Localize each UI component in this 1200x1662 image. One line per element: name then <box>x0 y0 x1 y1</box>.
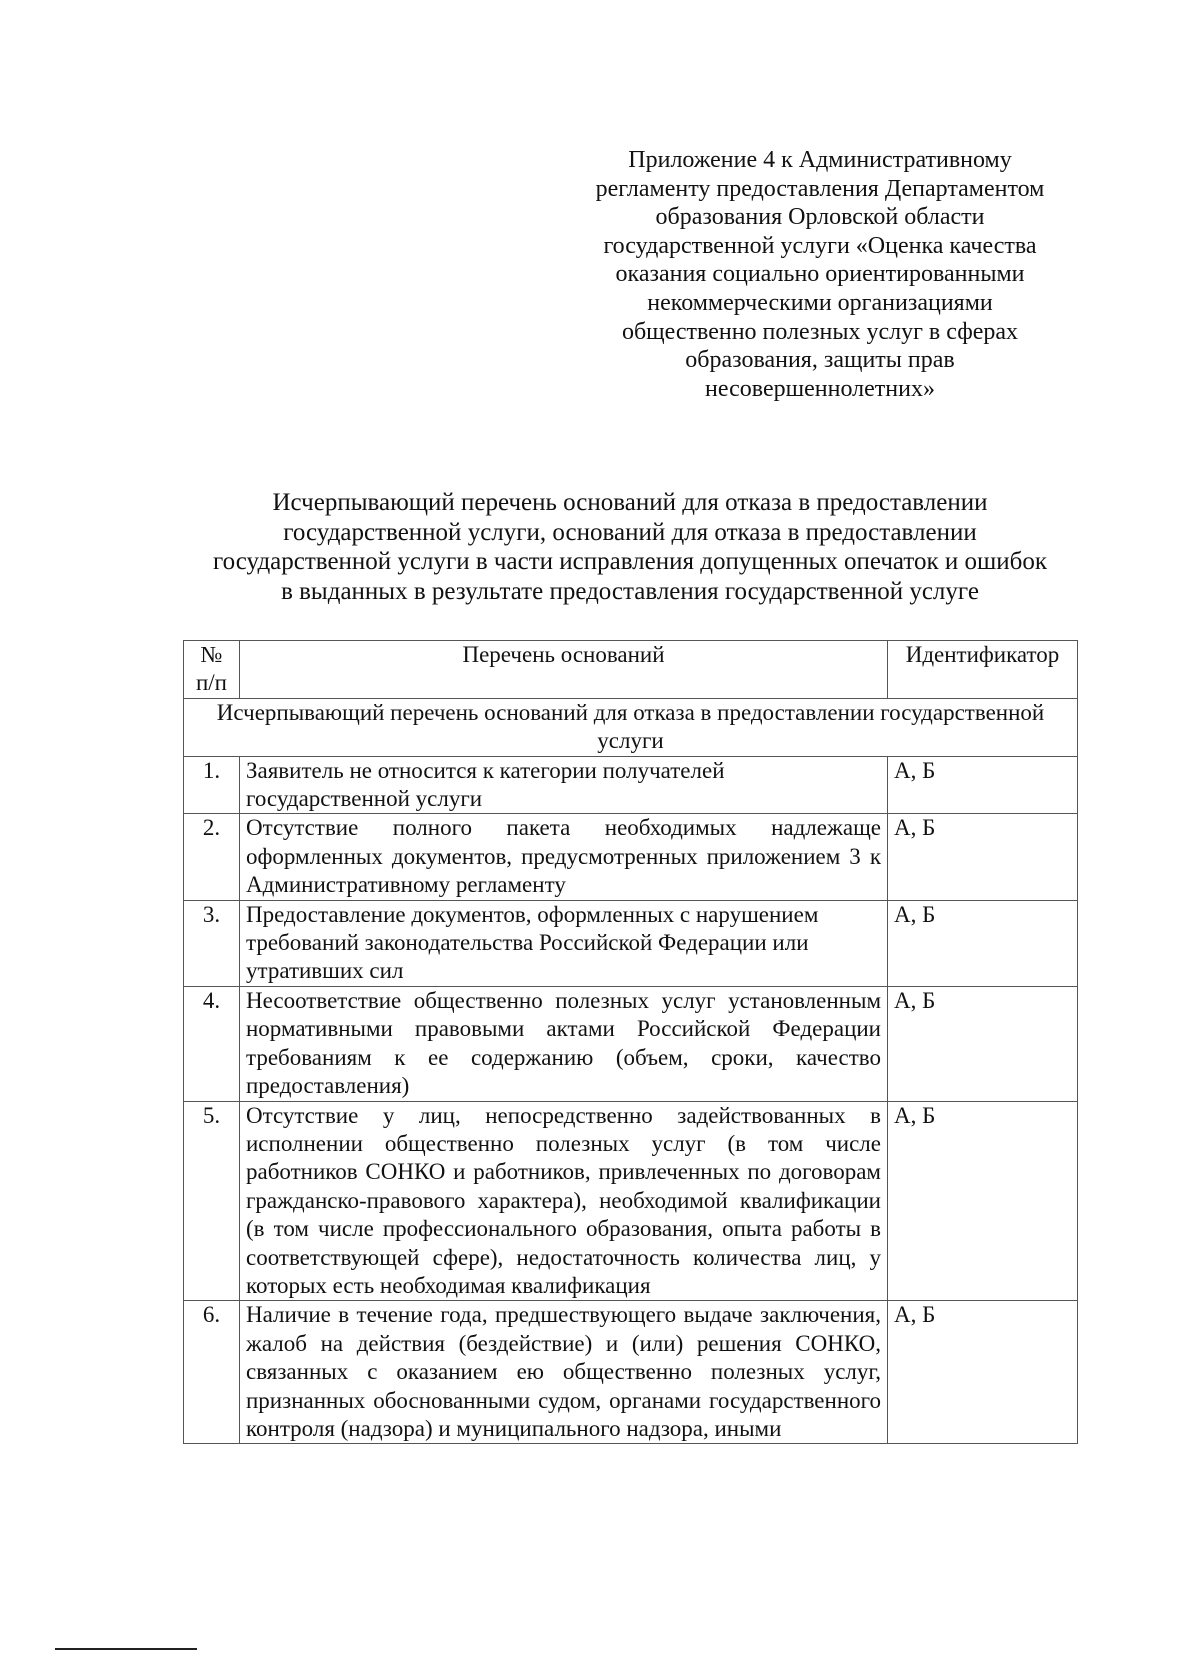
appendix-line: регламенту предоставления Департаментом <box>595 175 1045 202</box>
title-line: в выданных в результате предоставления государственной услуге <box>281 577 979 605</box>
row-identifier: А, Б <box>888 900 1078 986</box>
row-identifier: А, Б <box>888 756 1078 814</box>
row-text: Несоответствие общественно полезных услуг установленным нормативными правовыми актами Российской Федерации требованиям к ее содержанию (объем, сроки, качество предоставления) <box>240 986 888 1101</box>
title-line: Исчерпывающий перечень оснований для отказа в предоставлении <box>272 489 988 516</box>
row-number: 6. <box>184 1301 240 1444</box>
grounds-table <box>183 640 1078 1444</box>
appendix-line: государственной услуги «Оценка качества <box>603 232 1037 259</box>
table-row <box>184 756 1078 814</box>
appendix-note <box>560 146 1080 403</box>
table-header-row <box>184 641 1078 699</box>
row-number: 3. <box>184 900 240 986</box>
table-row <box>184 814 1078 900</box>
row-text: Предоставление документов, оформленных с нарушением требований законодательства Российской Федерации или утративших сил <box>240 900 888 986</box>
appendix-line: некоммерческими организациями <box>647 289 993 316</box>
row-text: Наличие в течение года, предшествующего выдаче заключения, жалоб на действия (бездействие) и (или) решения СОНКО, связанных с оказанием ею общественно полезных услуг, признанных обоснованными судом, органами государственного контроля (надзора) и муниципального надзора, иными <box>240 1301 888 1444</box>
appendix-line: оказания социально ориентированными <box>615 261 1025 288</box>
row-identifier: А, Б <box>888 986 1078 1101</box>
row-number: 2. <box>184 814 240 900</box>
document-title <box>160 488 1100 606</box>
appendix-line: общественно полезных услуг в сферах <box>621 318 1019 345</box>
table-section-row <box>184 698 1078 756</box>
table-row <box>184 1301 1078 1444</box>
row-text: Отсутствие полного пакета необходимых надлежаще оформленных документов, предусмотренных приложением 3 к Административному регламенту <box>240 814 888 900</box>
appendix-line: несовершеннолетних» <box>705 375 935 402</box>
appendix-line: образования Орловской области <box>655 204 985 231</box>
row-number: 5. <box>184 1101 240 1301</box>
row-text: Заявитель не относится к категории получателей государственной услуги <box>240 756 888 814</box>
header-number: № п/п <box>184 641 240 699</box>
row-number: 1. <box>184 756 240 814</box>
table-row <box>184 986 1078 1101</box>
appendix-line: Приложение 4 к Административному <box>628 147 1012 173</box>
header-grounds: Перечень оснований <box>240 641 888 699</box>
row-number: 4. <box>184 986 240 1101</box>
row-identifier: А, Б <box>888 1301 1078 1444</box>
section-title: Исчерпывающий перечень оснований для отказа в предоставлении государственной услуги <box>184 698 1078 756</box>
appendix-line: образования, защиты прав <box>685 347 955 374</box>
table-row <box>184 900 1078 986</box>
row-identifier: А, Б <box>888 1101 1078 1301</box>
title-line: государственной услуги в части исправления допущенных опечаток и ошибок <box>213 548 1047 575</box>
title-line: государственной услуги, оснований для отказа в предоставлении <box>283 518 977 546</box>
footnote-separator <box>55 1648 197 1650</box>
row-text: Отсутствие у лиц, непосредственно задействованных в исполнении общественно полезных услуг (в том числе работников СОНКО и работников, привлеченных по договорам гражданско-правового характера), необходимой квалификации (в том числе профессионального образования, опыта работы в соответствующей сфере), недостаточность количества лиц, у которых есть необходимая квалификация <box>240 1101 888 1301</box>
table-row <box>184 1101 1078 1301</box>
header-identifier: Идентификатор <box>888 641 1078 699</box>
row-identifier: А, Б <box>888 814 1078 900</box>
